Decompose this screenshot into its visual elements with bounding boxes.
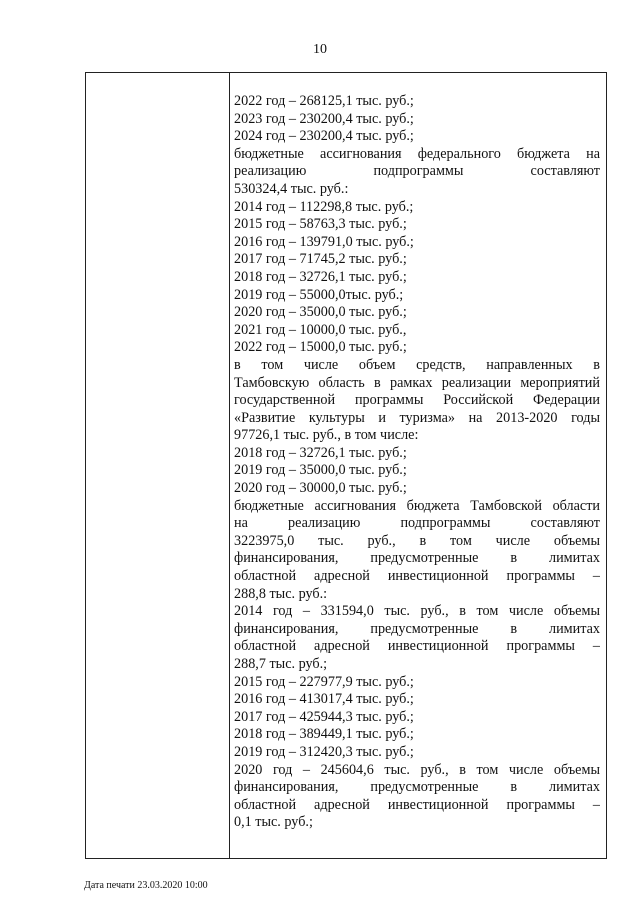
text-line: 288,7 тыс. руб.;	[234, 656, 328, 672]
text-line: 530324,4 тыс. руб.:	[234, 180, 349, 197]
text-line: 2014 год – 112298,8 тыс. руб.;	[234, 198, 414, 215]
text-line: финансирования, предусмотренные в лимитах	[234, 779, 600, 796]
text-line: 2024 год – 230200,4 тыс. руб.;	[234, 128, 414, 145]
text-line: 2020 год – 245604,6 тыс. руб., в том числе объемы	[234, 761, 600, 778]
text-line: областной адресной инвестиционной программы –	[234, 568, 600, 585]
text-line: 2016 год – 139791,0 тыс. руб.;	[234, 233, 414, 250]
text-line: государственной программы Российской Федерации	[234, 392, 600, 409]
text-line: финансирования, предусмотренные в лимитах	[234, 620, 600, 637]
text-line: «Развитие культуры и туризма» на 2013-2020 годы	[234, 409, 600, 426]
text-line: 2017 год – 425944,3 тыс. руб.;	[234, 708, 414, 725]
text-line: 2018 год – 32726,1 тыс. руб.;	[234, 268, 407, 285]
text-line: 2021 год – 10000,0 тыс. руб.,	[234, 321, 407, 338]
text-line: на реализацию подпрограммы составляют	[234, 515, 600, 532]
text-line: областной адресной инвестиционной программы –	[234, 796, 600, 813]
text-line: реализацию подпрограммы составляют	[234, 163, 600, 180]
table-cell-financing-text	[234, 93, 600, 832]
text-line: 288,8 тыс. руб.:	[234, 585, 328, 602]
page-number: 10	[313, 42, 327, 57]
text-line: 2020 год – 35000,0 тыс. руб.;	[234, 304, 407, 321]
text-line: 2016 год – 413017,4 тыс. руб.;	[234, 691, 414, 708]
text-line: 2019 год – 312420,3 тыс. руб.;	[234, 743, 414, 760]
text-line: 2019 год – 35000,0 тыс. руб.;	[234, 462, 407, 479]
text-line: 2019 год – 55000,0тыс. руб.;	[234, 286, 404, 303]
text-line: 2017 год – 71745,2 тыс. руб.;	[234, 251, 407, 268]
text-line: 0,1 тыс. руб.;	[234, 814, 313, 831]
print-date-footer: Дата печати 23.03.2020 10:00	[84, 880, 208, 891]
text-line: бюджетные ассигнования федерального бюджета на	[234, 145, 600, 162]
text-line: 2015 год – 58763,3 тыс. руб.;	[234, 216, 407, 233]
text-line: 2015 год – 227977,9 тыс. руб.;	[234, 673, 414, 690]
text-line: 3223975,0 тыс. руб., в том числе объемы	[234, 532, 600, 549]
text-line: 2018 год – 389449,1 тыс. руб.;	[234, 726, 414, 743]
text-line: финансирования, предусмотренные в лимитах	[234, 550, 600, 567]
text-line: бюджетные ассигнования бюджета Тамбовской области	[234, 497, 600, 514]
text-line: 2014 год – 331594,0 тыс. руб., в том числе объемы	[234, 603, 600, 620]
table-column-divider	[229, 72, 230, 859]
text-line: областной адресной инвестиционной программы –	[234, 638, 600, 655]
text-line: Тамбовскую область в рамках реализации мероприятий	[234, 374, 600, 391]
text-line: в том числе объем средств, направленных в	[234, 356, 600, 373]
text-line: 97726,1 тыс. руб., в том числе:	[234, 427, 419, 444]
text-line: 2018 год – 32726,1 тыс. руб.;	[234, 444, 407, 461]
text-line: 2023 год – 230200,4 тыс. руб.;	[234, 110, 414, 127]
text-line: 2022 год – 268125,1 тыс. руб.;	[234, 93, 414, 109]
text-line: 2020 год – 30000,0 тыс. руб.;	[234, 480, 407, 497]
text-line: 2022 год – 15000,0 тыс. руб.;	[234, 339, 407, 356]
